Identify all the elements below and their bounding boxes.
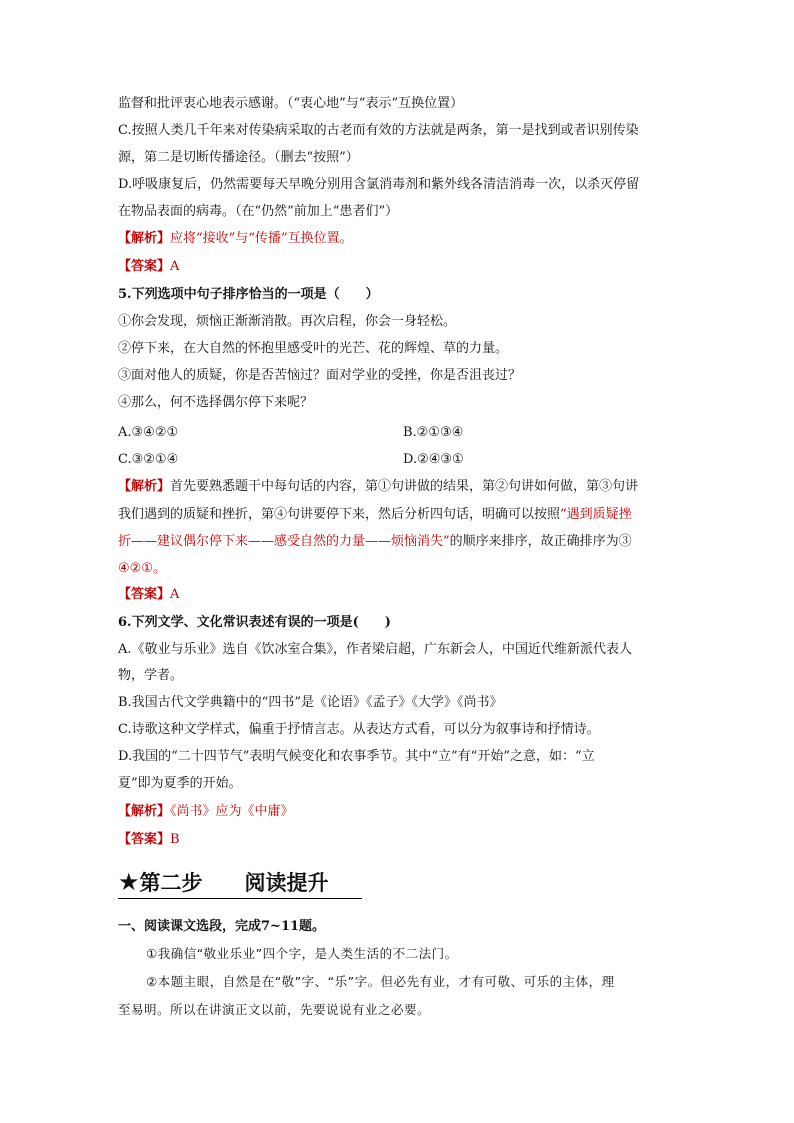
q5-analysis-line4: ④②①。: [118, 561, 166, 576]
q5-options-row-2: [118, 451, 598, 469]
section-title: 第二步 阅读提升: [139, 870, 329, 895]
q6-option-a-line1: A.《敬业与乐业》选自《饮冰室合集》，作者梁启超，广东新会人，中国近代维新派代表人: [118, 642, 633, 657]
q6-analysis: [118, 803, 294, 821]
answer-value: A: [170, 587, 180, 602]
analysis-tag: 【解析】: [118, 804, 171, 819]
q4-option-c-line1: C.按照人类几千年来对传染病采取的古老而有效的方法就是两条，第一是找到或者识别传染: [118, 123, 639, 138]
analysis-tag: 【解析】: [118, 479, 171, 494]
q6-option-d-line1: D.我国的“二十四节气”表明气候变化和农事季节。其中“立”有“开始”之意，如：“立: [118, 749, 595, 764]
q4-option-c-line2: 源，第二是切断传播途径。（删去“按照”）: [118, 150, 359, 165]
answer-tag: 【答案】: [118, 587, 171, 602]
star-icon: ★: [118, 868, 140, 896]
q5-option-d: D.②④③①: [403, 452, 464, 467]
analysis-text: 应将“接收”与“传播”互换位置。: [170, 231, 353, 246]
answer-tag: 【答案】: [118, 832, 171, 847]
passage-paragraph-2-line1: ②本题主眼，自然是在“敬”字、“乐”字。但必先有业，才有可敬、可乐的主体，理: [146, 974, 615, 989]
analysis-highlight: “遇到质疑挫: [560, 507, 632, 522]
q5-analysis-line1: [118, 478, 638, 496]
q4-analysis: [118, 230, 353, 248]
q5-sentence-3: ③面对他人的质疑，你是否苦恼过？面对学业的受挫，你是否沮丧过？: [118, 368, 522, 383]
passage-paragraph-1: ①我确信“敬业乐业”四个字，是人类生活的不二法门。: [146, 946, 458, 961]
analysis-text: 首先要熟悉题干中每句话的内容，第①句讲做的结果，第②句讲如何做，第③句讲: [170, 479, 639, 494]
q6-stem: 6.下列文学、文化常识表述有误的一项是( ): [118, 615, 391, 630]
q5-stem: 5.下列选项中句子排序恰当的一项是（ ）: [118, 287, 379, 302]
q5-analysis-line3: [118, 533, 632, 551]
analysis-highlight: 折——建议偶尔停下来——感受自然的力量——烦恼消失”: [118, 534, 450, 549]
analysis-text: 的顺序来排序，故正确排序为③: [449, 534, 632, 549]
analysis-text: 我们遇到的质疑和挫折，第④句讲要停下来，然后分析四句话，明确可以按照: [118, 507, 561, 522]
q5-options-row-1: [118, 424, 598, 442]
q6-option-d-line2: 夏”即为夏季的开始。: [118, 776, 242, 791]
q4-option-d-line2: 在物品表面的病毒。（在“仍然”前加上“患者们”）: [118, 204, 399, 219]
q6-option-c: C.诗歌这种文学样式，偏重于抒情言志。从表达方式看，可以分为叙事诗和抒情诗。: [118, 722, 600, 737]
q5-analysis-line2: [118, 506, 632, 524]
passage-paragraph-2-line2: 至易明。所以在讲演正文以前，先要说说有业之必要。: [118, 1002, 431, 1017]
q5-sentence-4: ④那么，何不选择偶尔停下来呢？: [118, 395, 314, 410]
analysis-text: 《尚书》应为《中庸》: [170, 804, 294, 819]
q5-option-c: C.③②①④: [118, 452, 179, 467]
q4-text-line: 监督和批评衷心地表示感谢。（“衷心地”与“表示”互换位置）: [118, 96, 464, 111]
answer-tag: 【答案】: [118, 259, 171, 274]
q5-answer: [118, 586, 179, 604]
q6-option-a-line2: 物，学者。: [118, 668, 184, 683]
answer-value: B: [170, 832, 180, 847]
section-heading: [118, 866, 362, 899]
reading-heading: 一、阅读课文选段，完成7~11题。: [118, 919, 326, 934]
q4-answer: [118, 258, 179, 276]
q4-option-d-line1: D.呼吸康复后，仍然需要每天早晚分别用含氯消毒剂和紫外线各清洁消毒一次，以杀灭停留: [118, 177, 640, 192]
q6-option-b: B.我国古代文学典籍中的“四书”是《论语》《孟子》《大学》《尚书》: [118, 695, 503, 710]
q5-sentence-2: ②停下来，在大自然的怀抱里感受叶的光芒、花的辉煌、草的力量。: [118, 341, 509, 356]
answer-value: A: [170, 259, 180, 274]
analysis-tag: 【解析】: [118, 231, 171, 246]
q5-sentence-1: ①你会发现，烦恼正渐渐消散。再次启程，你会一身轻松。: [118, 314, 457, 329]
q5-option-b: B.②①③④: [403, 425, 464, 440]
q5-option-a: A.③④②①: [118, 425, 179, 440]
q6-answer: [118, 831, 180, 849]
